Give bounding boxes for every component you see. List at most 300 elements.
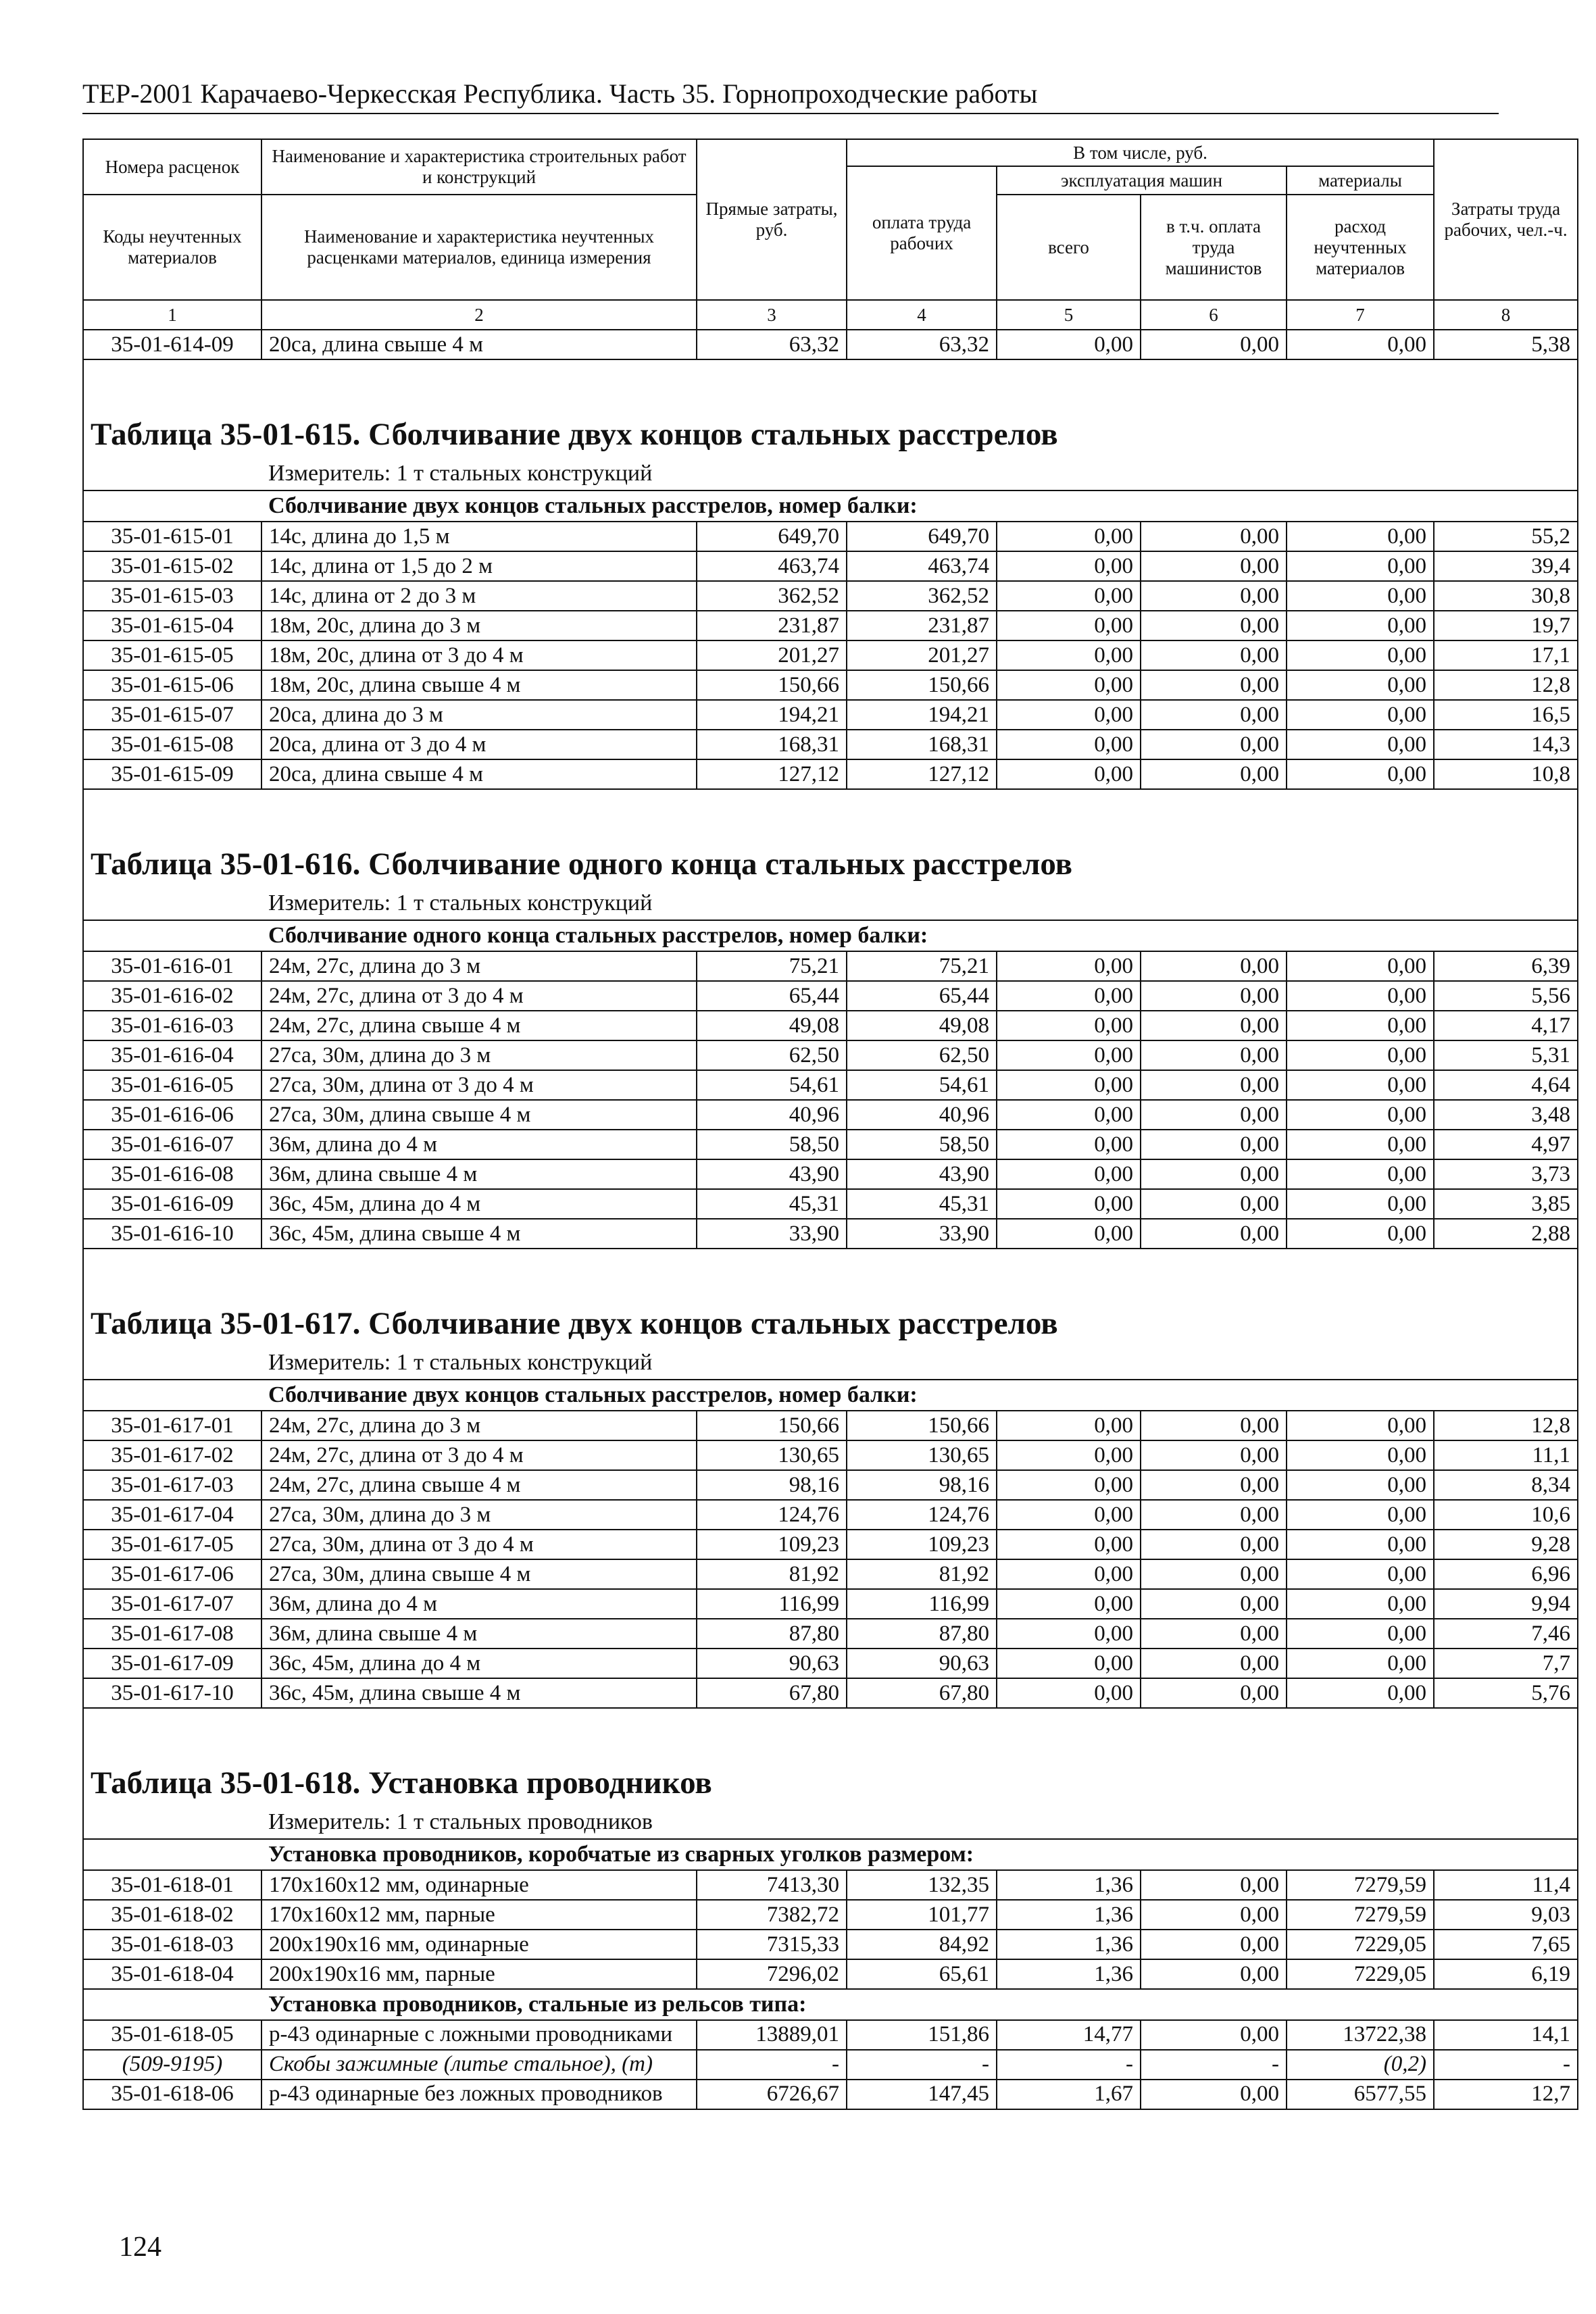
rate-value: 0,00 <box>1141 330 1287 359</box>
rate-value: 130,65 <box>847 1440 997 1470</box>
rate-value: 90,63 <box>847 1649 997 1678</box>
col-material-codes: Коды неучтенных материалов <box>83 195 261 300</box>
rate-value: 0,00 <box>997 611 1141 640</box>
rate-value: 30,8 <box>1434 581 1578 611</box>
rate-value: 0,00 <box>1287 1219 1434 1249</box>
rate-value: 9,28 <box>1434 1530 1578 1559</box>
rate-value: 19,7 <box>1434 611 1578 640</box>
rate-value: 5,56 <box>1434 981 1578 1011</box>
rate-value: 4,97 <box>1434 1130 1578 1159</box>
rate-value: - <box>1434 2050 1578 2080</box>
rate-value: 0,00 <box>1287 1470 1434 1500</box>
table-title-text: Таблица 35-01-617. Сболчивание двух концов стальных расстрелов <box>83 1249 1578 1347</box>
rate-value: 40,96 <box>697 1100 847 1130</box>
rate-value: 0,00 <box>997 581 1141 611</box>
rate-value: 0,00 <box>1141 1040 1287 1070</box>
rate-value: 0,00 <box>1141 1589 1287 1619</box>
rate-value: 0,00 <box>1287 1040 1434 1070</box>
rate-value: 130,65 <box>697 1440 847 1470</box>
rate-name: 27са, 30м, длина свыше 4 м <box>261 1559 697 1589</box>
rate-value: 9,03 <box>1434 1900 1578 1930</box>
rate-value: 67,80 <box>697 1678 847 1708</box>
rate-value: 4,64 <box>1434 1070 1578 1100</box>
rate-value: 11,1 <box>1434 1440 1578 1470</box>
rate-value: 463,74 <box>697 551 847 581</box>
rate-value: 0,00 <box>1141 981 1287 1011</box>
rate-value: 6,39 <box>1434 951 1578 981</box>
table-row <box>83 581 1578 611</box>
rate-name: 27са, 30м, длина свыше 4 м <box>261 1100 697 1130</box>
rate-name: 36с, 45м, длина свыше 4 м <box>261 1678 697 1708</box>
rate-value: 151,86 <box>847 2020 997 2050</box>
rate-code: 35-01-616-03 <box>83 1011 261 1040</box>
table-row <box>83 670 1578 700</box>
rate-value: 1,67 <box>997 2080 1141 2109</box>
rate-code: 35-01-616-04 <box>83 1040 261 1070</box>
page-number: 124 <box>119 2232 161 2263</box>
rate-name: 200х190х16 мм, одинарные <box>261 1930 697 1959</box>
rate-code: (509-9195) <box>83 2050 261 2080</box>
rate-value: 0,00 <box>1141 640 1287 670</box>
spacer-cell <box>83 1380 261 1411</box>
spacer-cell <box>83 457 261 491</box>
rate-value: 0,00 <box>997 1070 1141 1100</box>
rate-value: 58,50 <box>847 1130 997 1159</box>
table-title-text: Таблица 35-01-615. Сболчивание двух концов стальных расстрелов <box>83 359 1578 457</box>
rate-value: 101,77 <box>847 1900 997 1930</box>
rate-value: 0,00 <box>997 951 1141 981</box>
rate-value: 0,00 <box>1287 1159 1434 1189</box>
rate-value: 463,74 <box>847 551 997 581</box>
rate-value: 1,36 <box>997 1959 1141 1989</box>
rate-value: 0,00 <box>1141 1559 1287 1589</box>
rate-value: 0,00 <box>1141 2020 1287 2050</box>
rate-value: 55,2 <box>1434 522 1578 551</box>
rate-value: 0,00 <box>997 1589 1141 1619</box>
rate-value: 87,80 <box>847 1619 997 1649</box>
col-machinist-pay: в т.ч. оплата труда машинистов <box>1141 195 1287 300</box>
rate-value: 0,00 <box>1141 1100 1287 1130</box>
rate-value: 109,23 <box>847 1530 997 1559</box>
rate-code: 35-01-617-07 <box>83 1589 261 1619</box>
rate-value: 0,00 <box>1287 1011 1434 1040</box>
rate-value: 0,00 <box>997 330 1141 359</box>
rate-value: 0,00 <box>997 1470 1141 1500</box>
rate-value: 0,00 <box>1287 581 1434 611</box>
section-subhead <box>83 920 1578 951</box>
rate-value: 168,31 <box>697 730 847 759</box>
table-title-text: Таблица 35-01-616. Сболчивание одного конца стальных расстрелов <box>83 789 1578 887</box>
rate-value: 0,00 <box>997 670 1141 700</box>
rate-value: 124,76 <box>847 1500 997 1530</box>
rate-value: 0,00 <box>1141 1011 1287 1040</box>
rate-value: 0,00 <box>1287 759 1434 789</box>
rate-value: 0,00 <box>1287 1189 1434 1219</box>
rate-code: 35-01-617-04 <box>83 1500 261 1530</box>
rate-code: 35-01-617-01 <box>83 1411 261 1440</box>
rate-value: 132,35 <box>847 1870 997 1900</box>
rate-value: 49,08 <box>697 1011 847 1040</box>
rate-name: 36м, длина свыше 4 м <box>261 1619 697 1649</box>
rate-value: 5,31 <box>1434 1040 1578 1070</box>
table-row <box>83 759 1578 789</box>
table-row <box>83 1011 1578 1040</box>
rate-code: 35-01-618-02 <box>83 1900 261 1930</box>
rate-value: 54,61 <box>697 1070 847 1100</box>
rate-value: 0,00 <box>1141 700 1287 730</box>
rate-value: 150,66 <box>847 1411 997 1440</box>
table-title <box>83 359 1578 457</box>
rate-name: 27са, 30м, длина от 3 до 4 м <box>261 1530 697 1559</box>
rate-value: 150,66 <box>847 670 997 700</box>
rate-value: 0,00 <box>1141 1189 1287 1219</box>
spacer-cell <box>83 920 261 951</box>
rate-value: 7296,02 <box>697 1959 847 1989</box>
rate-value: 98,16 <box>697 1470 847 1500</box>
rate-code: 35-01-615-05 <box>83 640 261 670</box>
rate-value: 98,16 <box>847 1470 997 1500</box>
rate-value: 54,61 <box>847 1070 997 1100</box>
rate-value: - <box>997 2050 1141 2080</box>
rate-name: 200х190х16 мм, парные <box>261 1959 697 1989</box>
rate-value: 7229,05 <box>1287 1959 1434 1989</box>
rate-value: 0,00 <box>1287 640 1434 670</box>
rate-value: 0,00 <box>1287 1589 1434 1619</box>
rate-value: 0,00 <box>1141 1159 1287 1189</box>
rate-value: 168,31 <box>847 730 997 759</box>
rate-name: р-43 одинарные с ложными проводниками <box>261 2020 697 2050</box>
table-row <box>83 522 1578 551</box>
col-work-name: Наименование и характеристика строительных работ и конструкций <box>261 139 697 195</box>
section-subhead-text: Установка проводников, стальные из рельсов типа: <box>261 1989 1578 2020</box>
rate-value: 1,36 <box>997 1930 1141 1959</box>
rate-value: 0,00 <box>1141 581 1287 611</box>
rate-value: 6,96 <box>1434 1559 1578 1589</box>
rate-value: 3,48 <box>1434 1100 1578 1130</box>
rate-value: 0,00 <box>1287 1649 1434 1678</box>
table-row <box>83 551 1578 581</box>
rate-code: 35-01-615-03 <box>83 581 261 611</box>
rate-value: 12,7 <box>1434 2080 1578 2109</box>
rate-value: 0,00 <box>997 730 1141 759</box>
rate-value: 0,00 <box>1287 1530 1434 1559</box>
table-row <box>83 1159 1578 1189</box>
table-row <box>83 1130 1578 1159</box>
rate-value: 0,00 <box>1287 522 1434 551</box>
table-row <box>83 1040 1578 1070</box>
rate-value: 0,00 <box>1141 551 1287 581</box>
rate-value: 0,00 <box>1287 1678 1434 1708</box>
rate-name: 18м, 20с, длина свыше 4 м <box>261 670 697 700</box>
rate-code: 35-01-617-09 <box>83 1649 261 1678</box>
table-row <box>83 1100 1578 1130</box>
rate-code: 35-01-616-06 <box>83 1100 261 1130</box>
rate-value: 14,3 <box>1434 730 1578 759</box>
rate-value: 58,50 <box>697 1130 847 1159</box>
rate-value: 7229,05 <box>1287 1930 1434 1959</box>
section-subhead-text: Сболчивание двух концов стальных расстрелов, номер балки: <box>261 1380 1578 1411</box>
rate-code: 35-01-618-04 <box>83 1959 261 1989</box>
rate-value: 194,21 <box>697 700 847 730</box>
rate-value: 0,00 <box>1141 2080 1287 2109</box>
rate-name: 14с, длина до 1,5 м <box>261 522 697 551</box>
rate-value: 0,00 <box>1141 1530 1287 1559</box>
rate-value: 0,00 <box>1287 670 1434 700</box>
rate-value: 0,00 <box>997 981 1141 1011</box>
rate-value: 65,44 <box>697 981 847 1011</box>
rate-value: 0,00 <box>1141 1411 1287 1440</box>
rate-value: 649,70 <box>847 522 997 551</box>
rate-value: 81,92 <box>697 1559 847 1589</box>
spacer-cell <box>83 887 261 920</box>
table-row <box>83 1619 1578 1649</box>
table-row <box>83 1870 1578 1900</box>
rate-value: 62,50 <box>697 1040 847 1070</box>
rate-code: 35-01-616-05 <box>83 1070 261 1100</box>
table-row <box>83 1930 1578 1959</box>
col-number: 6 <box>1141 300 1287 330</box>
rate-code: 35-01-617-06 <box>83 1559 261 1589</box>
col-including: В том числе, руб. <box>847 139 1434 166</box>
table-row <box>83 1500 1578 1530</box>
rate-code: 35-01-615-08 <box>83 730 261 759</box>
rate-name: 27са, 30м, длина от 3 до 4 м <box>261 1070 697 1100</box>
rate-value: 45,31 <box>697 1189 847 1219</box>
meter-row <box>83 457 1578 491</box>
rate-value: 0,00 <box>1287 551 1434 581</box>
rate-value: 0,00 <box>1141 1440 1287 1470</box>
rate-value: 40,96 <box>847 1100 997 1130</box>
col-materials-use: расход неучтенных материалов <box>1287 195 1434 300</box>
rate-value: 0,00 <box>997 551 1141 581</box>
rate-value: 0,00 <box>1287 1559 1434 1589</box>
col-rate-numbers: Номера расценок <box>83 139 261 195</box>
rate-value: 62,50 <box>847 1040 997 1070</box>
rate-value: 0,00 <box>1141 759 1287 789</box>
rate-value: 14,1 <box>1434 2020 1578 2050</box>
rate-value: 87,80 <box>697 1619 847 1649</box>
rate-value: 0,00 <box>1141 1619 1287 1649</box>
rate-name: 14с, длина от 2 до 3 м <box>261 581 697 611</box>
rate-value: 0,00 <box>1287 951 1434 981</box>
col-number: 7 <box>1287 300 1434 330</box>
rate-value: 0,00 <box>1141 1070 1287 1100</box>
table-row <box>83 1070 1578 1100</box>
rate-code: 35-01-618-06 <box>83 2080 261 2109</box>
rate-value: 231,87 <box>847 611 997 640</box>
rate-name: р-43 одинарные без ложных проводников <box>261 2080 697 2109</box>
rate-value: 5,38 <box>1434 330 1578 359</box>
rate-value: 0,00 <box>1141 1500 1287 1530</box>
rate-value: 5,76 <box>1434 1678 1578 1708</box>
rate-name: 24м, 27с, длина от 3 до 4 м <box>261 1440 697 1470</box>
rate-code: 35-01-617-08 <box>83 1619 261 1649</box>
rate-code: 35-01-616-09 <box>83 1189 261 1219</box>
rate-value: 6726,67 <box>697 2080 847 2109</box>
col-number: 3 <box>697 300 847 330</box>
rate-value: 0,00 <box>1141 730 1287 759</box>
rate-value: 49,08 <box>847 1011 997 1040</box>
section-subhead-text: Сболчивание двух концов стальных расстрелов, номер балки: <box>261 491 1578 522</box>
section-subhead-text: Установка проводников, коробчатые из сварных уголков размером: <box>261 1839 1578 1870</box>
rate-value: 67,80 <box>847 1678 997 1708</box>
rate-value: 0,00 <box>1141 670 1287 700</box>
rate-value: 0,00 <box>1287 730 1434 759</box>
table-title <box>83 1708 1578 1806</box>
rate-value: 75,21 <box>847 951 997 981</box>
rate-code: 35-01-615-01 <box>83 522 261 551</box>
rate-value: 0,00 <box>997 1530 1141 1559</box>
rate-value: 43,90 <box>697 1159 847 1189</box>
rate-value: 0,00 <box>997 640 1141 670</box>
rate-value: 45,31 <box>847 1189 997 1219</box>
rate-value: 0,00 <box>1287 330 1434 359</box>
col-material-name: Наименование и характеристика неучтенных расценками материалов, единица измерения <box>261 195 697 300</box>
rate-code: 35-01-618-03 <box>83 1930 261 1959</box>
rate-code: 35-01-615-09 <box>83 759 261 789</box>
rate-value: 11,4 <box>1434 1870 1578 1900</box>
rate-code: 35-01-615-07 <box>83 700 261 730</box>
table-row <box>83 1530 1578 1559</box>
rate-value: 0,00 <box>1287 611 1434 640</box>
rate-value: 0,00 <box>1141 1930 1287 1959</box>
rate-value: 0,00 <box>997 1100 1141 1130</box>
rate-value: 0,00 <box>997 1559 1141 1589</box>
rate-name: 170х160х12 мм, парные <box>261 1900 697 1930</box>
rate-value: 7,7 <box>1434 1649 1578 1678</box>
rate-value: - <box>697 2050 847 2080</box>
rate-name: 24м, 27с, длина до 3 м <box>261 951 697 981</box>
rate-value: 0,00 <box>1287 1100 1434 1130</box>
rate-value: 10,8 <box>1434 759 1578 789</box>
rate-name: 20са, длина от 3 до 4 м <box>261 730 697 759</box>
table-title <box>83 1249 1578 1347</box>
rate-value: 0,00 <box>1141 1470 1287 1500</box>
rate-value: 17,1 <box>1434 640 1578 670</box>
section-subhead <box>83 1989 1578 2020</box>
rate-code: 35-01-617-10 <box>83 1678 261 1708</box>
col-number: 4 <box>847 300 997 330</box>
rate-code: 35-01-616-01 <box>83 951 261 981</box>
table-row <box>83 951 1578 981</box>
rate-code: 35-01-615-02 <box>83 551 261 581</box>
rate-value: 81,92 <box>847 1559 997 1589</box>
rate-name: 20са, длина свыше 4 м <box>261 330 697 359</box>
rate-code: 35-01-616-02 <box>83 981 261 1011</box>
rate-value: 0,00 <box>997 1159 1141 1189</box>
col-direct-costs: Прямые затраты, руб. <box>697 139 847 300</box>
rate-value: 8,34 <box>1434 1470 1578 1500</box>
rate-value: 127,12 <box>697 759 847 789</box>
col-number: 2 <box>261 300 697 330</box>
rate-value: 63,32 <box>697 330 847 359</box>
rate-name: 36м, длина свыше 4 м <box>261 1159 697 1189</box>
rate-value: 0,00 <box>997 1411 1141 1440</box>
spacer-cell <box>83 491 261 522</box>
rate-value: 194,21 <box>847 700 997 730</box>
rate-value: 90,63 <box>697 1649 847 1678</box>
col-number: 8 <box>1434 300 1578 330</box>
rate-value: 0,00 <box>1287 1130 1434 1159</box>
rate-value: 231,87 <box>697 611 847 640</box>
rate-code: 35-01-617-05 <box>83 1530 261 1559</box>
rate-code: 35-01-617-02 <box>83 1440 261 1470</box>
rate-name: 170х160х12 мм, одинарные <box>261 1870 697 1900</box>
rate-value: 3,85 <box>1434 1189 1578 1219</box>
rate-code: 35-01-614-09 <box>83 330 261 359</box>
rate-value: 7413,30 <box>697 1870 847 1900</box>
col-number: 1 <box>83 300 261 330</box>
rate-value: 124,76 <box>697 1500 847 1530</box>
col-number: 5 <box>997 300 1141 330</box>
rate-value: 63,32 <box>847 330 997 359</box>
rate-value: 0,00 <box>997 522 1141 551</box>
rate-value: 7382,72 <box>697 1900 847 1930</box>
rate-value: 1,36 <box>997 1870 1141 1900</box>
section-subhead <box>83 491 1578 522</box>
rate-value: 0,00 <box>1141 522 1287 551</box>
rate-name: 36м, длина до 4 м <box>261 1589 697 1619</box>
meter-row <box>83 1347 1578 1380</box>
rate-name: 18м, 20с, длина до 3 м <box>261 611 697 640</box>
rate-value: 0,00 <box>997 1440 1141 1470</box>
rate-value: 7315,33 <box>697 1930 847 1959</box>
table-row <box>83 2020 1578 2050</box>
rate-value: 0,00 <box>1287 981 1434 1011</box>
rate-value: 0,00 <box>997 759 1141 789</box>
table-row <box>83 1411 1578 1440</box>
table-row <box>83 730 1578 759</box>
table-row <box>83 1678 1578 1708</box>
table-row <box>83 330 1578 359</box>
table-row <box>83 1559 1578 1589</box>
meter-row-text: Измеритель: 1 т стальных конструкций <box>261 457 1578 491</box>
rate-value: - <box>847 2050 997 2080</box>
rate-value: 0,00 <box>1287 700 1434 730</box>
rate-name: Скобы зажимные (литье стальное), (т) <box>261 2050 697 2080</box>
rate-value: 127,12 <box>847 759 997 789</box>
rate-value: 13889,01 <box>697 2020 847 2050</box>
rate-code: 35-01-616-08 <box>83 1159 261 1189</box>
table-row <box>83 1589 1578 1619</box>
table-row <box>83 2050 1578 2080</box>
rate-name: 36с, 45м, длина свыше 4 м <box>261 1219 697 1249</box>
table-row <box>83 981 1578 1011</box>
rate-value: 7,46 <box>1434 1619 1578 1649</box>
rate-name: 27са, 30м, длина до 3 м <box>261 1040 697 1070</box>
rate-value: 0,00 <box>997 1011 1141 1040</box>
rate-value: 7279,59 <box>1287 1900 1434 1930</box>
rate-value: 65,61 <box>847 1959 997 1989</box>
column-numbers-row <box>83 300 1578 330</box>
table-header <box>83 139 1578 330</box>
rate-value: 0,00 <box>1141 1649 1287 1678</box>
rate-value: 0,00 <box>997 1189 1141 1219</box>
table-row <box>83 1189 1578 1219</box>
rate-value: 0,00 <box>997 1619 1141 1649</box>
table-row <box>83 1900 1578 1930</box>
page-header: ТЕР-2001 Карачаево-Черкесская Республика. Часть 35. Горнопроходческие работы <box>82 78 1499 114</box>
rate-value: 6,19 <box>1434 1959 1578 1989</box>
rate-code: 35-01-618-05 <box>83 2020 261 2050</box>
rate-name: 27са, 30м, длина до 3 м <box>261 1500 697 1530</box>
rate-value: 0,00 <box>997 1649 1141 1678</box>
rate-name: 36м, длина до 4 м <box>261 1130 697 1159</box>
rate-value: 150,66 <box>697 670 847 700</box>
rate-value: 201,27 <box>697 640 847 670</box>
rate-code: 35-01-617-03 <box>83 1470 261 1500</box>
table-body <box>83 330 1578 2109</box>
